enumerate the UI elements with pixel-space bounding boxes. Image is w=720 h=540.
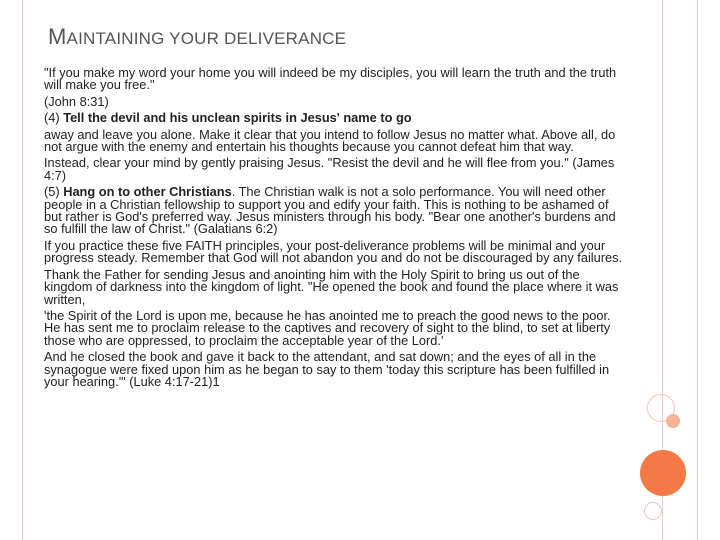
decorative-circle-outline-small	[644, 502, 662, 520]
paragraph-point-4	[44, 112, 624, 124]
decorative-circle-light	[666, 414, 680, 428]
slide-body	[44, 67, 624, 392]
paragraph-spirit-of-lord: 'the Spirit of the Lord is upon me, because he has anointed me to preach the good news to the poor. He has sent me to proclaim release to the captives and recovery of sight to the blind, to set at liberty those who are oppressed, to proclaim the acceptable year of the Lord.'	[44, 307, 611, 348]
paragraph-point-5	[44, 186, 624, 236]
paragraph-thank-father: Thank the Father for sending Jesus and anointing him with the Holy Spirit to bring us out of the kingdom of darkness into the kingdom of light. "He opened the book and found the place where it was written,	[44, 266, 619, 307]
paragraph-faith-principles: If you practice these five FAITH principles, your post-deliverance problems will be minimal and your progress steady. Remember that God will not abandon you and do not be discouraged by any failures.	[44, 237, 623, 266]
paragraph-reference-john: (John 8:31)	[44, 93, 109, 109]
title-first-letter: M	[48, 24, 67, 49]
paragraph-quote-john: "If you make my word your home you will indeed be my disciples, you will learn the truth and the truth will make you free."	[44, 65, 617, 93]
point-4-number: (4)	[44, 110, 64, 126]
point-5-body: . The Christian walk is not a solo performance. You will need other people in a Christian fellowship to support you and edify your faith. This is nothing to be ashamed of but rather is God's preferred way. Jesus ministers through his body. "Bear one another's burdens and so fulfill the law of Christ." (Galatians 6:2)	[44, 184, 616, 237]
point-5-number: (5)	[44, 184, 64, 200]
title-rest: AINTAINING YOUR DELIVERANCE	[66, 29, 347, 48]
paragraph-resist-devil: Instead, clear your mind by gently praising Jesus. "Resist the devil and he will flee from you." (James 4:7)	[44, 155, 615, 183]
paragraph-point-4-body: away and leave you alone. Make it clear that you intend to follow Jesus no matter what. Above all, do not argue with the enemy and entertain his thoughts because you cannot defeat him that way.	[44, 126, 616, 155]
point-5-heading: Hang on to other Christians	[63, 184, 232, 200]
point-4-heading: Tell the devil and his unclean spirits in Jesus' name to go	[63, 110, 412, 126]
slide-title	[48, 24, 346, 50]
paragraph-closed-book: And he closed the book and gave it back to the attendant, and sat down; and the eyes of all in the synagogue were fixed upon him as he began to say to them 'today this scripture has been fulfilled in your hearing.'" (Luke 4:17-21)1	[44, 349, 610, 389]
decorative-circle-accent	[640, 450, 686, 496]
